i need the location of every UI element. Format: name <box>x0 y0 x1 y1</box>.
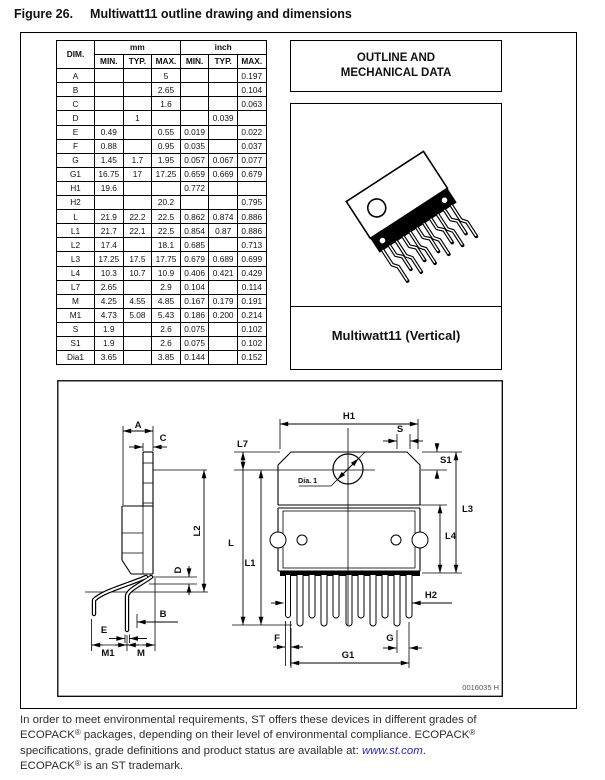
value-cell <box>123 322 152 336</box>
label-g: G <box>386 633 394 644</box>
label-dia1: Dia. 1 <box>298 476 318 485</box>
table-row <box>57 308 267 322</box>
value-cell: 10.9 <box>152 266 181 280</box>
value-cell: 5.43 <box>152 308 181 322</box>
value-cell: 17.4 <box>95 238 124 252</box>
label-g1: G1 <box>341 650 355 661</box>
value-cell: 0.179 <box>209 294 238 308</box>
table-row <box>57 210 267 224</box>
value-cell: 0.886 <box>237 224 266 238</box>
value-cell: 1.45 <box>95 153 124 167</box>
mm-max-header: MAX. <box>152 55 181 69</box>
value-cell: 0.421 <box>209 266 238 280</box>
label-h1: H1 <box>342 411 356 422</box>
value-cell: 0.713 <box>237 238 266 252</box>
package-panel <box>290 103 502 370</box>
table-header-row-units <box>57 41 267 55</box>
dim-cell: G1 <box>57 167 95 181</box>
value-cell: 0.035 <box>180 139 209 153</box>
label-b: B <box>159 609 167 620</box>
value-cell: 10.7 <box>123 266 152 280</box>
value-cell: 18.1 <box>152 238 181 252</box>
table-row <box>57 153 267 167</box>
value-cell: 2.65 <box>152 83 181 97</box>
dim-cell: L1 <box>57 224 95 238</box>
value-cell: 0.186 <box>180 308 209 322</box>
mm-typ-header: TYP. <box>123 55 152 69</box>
front-view <box>228 411 473 668</box>
value-cell: 0.191 <box>237 294 266 308</box>
side-view <box>85 420 208 659</box>
table-row <box>57 266 267 280</box>
value-cell <box>209 336 238 350</box>
label-s1: S1 <box>440 455 452 466</box>
dim-cell: M <box>57 294 95 308</box>
value-cell: 0.067 <box>209 153 238 167</box>
dim-cell: Dia1 <box>57 351 95 365</box>
value-cell <box>209 139 238 153</box>
value-cell: 0.886 <box>237 210 266 224</box>
value-cell <box>95 111 124 125</box>
value-cell: 1.6 <box>152 97 181 111</box>
table-row <box>57 125 267 139</box>
value-cell: 21.7 <box>95 224 124 238</box>
value-cell: 0.669 <box>209 167 238 181</box>
dim-cell: L2 <box>57 238 95 252</box>
value-cell <box>209 351 238 365</box>
value-cell: 2.9 <box>152 280 181 294</box>
value-cell: 0.88 <box>95 139 124 153</box>
value-cell: 0.699 <box>237 252 266 266</box>
value-cell: 0.429 <box>237 266 266 280</box>
label-d: D <box>173 566 184 574</box>
value-cell: 21.9 <box>95 210 124 224</box>
inch-min-header: MIN. <box>180 55 209 69</box>
figure-title <box>14 7 352 21</box>
value-cell <box>209 125 238 139</box>
footer-text: ® <box>74 727 81 737</box>
value-cell: 0.197 <box>237 69 266 83</box>
value-cell <box>180 111 209 125</box>
table-row <box>57 196 267 210</box>
table-row <box>57 83 267 97</box>
value-cell <box>209 83 238 97</box>
value-cell <box>123 351 152 365</box>
value-cell <box>123 181 152 195</box>
outline-title-line2: MECHANICAL DATA <box>340 67 452 79</box>
label-f: F <box>274 633 280 644</box>
value-cell: 0.87 <box>209 224 238 238</box>
inch-typ-header: TYP. <box>209 55 238 69</box>
value-cell: 0.49 <box>95 125 124 139</box>
value-cell: 0.114 <box>237 280 266 294</box>
inch-header-cell: inch <box>180 41 266 55</box>
value-cell: 0.057 <box>180 153 209 167</box>
dim-cell: F <box>57 139 95 153</box>
dim-cell: H1 <box>57 181 95 195</box>
dim-cell: M1 <box>57 308 95 322</box>
table-row <box>57 280 267 294</box>
dim-cell: L <box>57 210 95 224</box>
value-cell: 22.5 <box>152 224 181 238</box>
package-name: Multiwatt11 (Vertical) <box>331 328 461 343</box>
value-cell <box>95 196 124 210</box>
value-cell: 0.019 <box>180 125 209 139</box>
value-cell: 0.795 <box>237 196 266 210</box>
footer-line <box>20 759 585 774</box>
value-cell: 0.200 <box>209 308 238 322</box>
table-row <box>57 252 267 266</box>
value-cell <box>123 336 152 350</box>
value-cell: 0.95 <box>152 139 181 153</box>
value-cell: 22.5 <box>152 210 181 224</box>
value-cell: 22.1 <box>123 224 152 238</box>
value-cell: 1.95 <box>152 153 181 167</box>
table-row <box>57 294 267 308</box>
value-cell: 0.854 <box>180 224 209 238</box>
panel-divider <box>291 306 501 307</box>
body-hole-left <box>297 535 307 545</box>
value-cell <box>209 181 238 195</box>
value-cell: 0.55 <box>152 125 181 139</box>
value-cell: 17.25 <box>95 252 124 266</box>
value-cell: 0.022 <box>237 125 266 139</box>
value-cell: 4.85 <box>152 294 181 308</box>
value-cell <box>209 322 238 336</box>
value-cell: 0.037 <box>237 139 266 153</box>
value-cell <box>152 111 181 125</box>
footer-text: is an ST trademark. <box>80 760 184 773</box>
label-l3: L3 <box>462 504 474 515</box>
value-cell <box>123 125 152 139</box>
value-cell: 5 <box>152 69 181 83</box>
body-hole-right <box>391 535 401 545</box>
table-row <box>57 167 267 181</box>
figure-caption: Multiwatt11 outline drawing and dimensions <box>90 7 352 21</box>
table-row <box>57 336 267 350</box>
label-a: A <box>134 420 142 431</box>
package-3d-illustration <box>291 104 498 304</box>
dim-cell: E <box>57 125 95 139</box>
dim-header-cell: DIM. <box>57 41 95 69</box>
value-cell <box>209 69 238 83</box>
value-cell <box>209 97 238 111</box>
value-cell: 2.65 <box>95 280 124 294</box>
value-cell: 1.7 <box>123 153 152 167</box>
value-cell: 1 <box>123 111 152 125</box>
dim-cell: L3 <box>57 252 95 266</box>
value-cell <box>237 181 266 195</box>
footer-text: packages, depending on their level of environmental compliance. ECOPACK <box>80 729 470 742</box>
value-cell: 0.144 <box>180 351 209 365</box>
dim-cell: B <box>57 83 95 97</box>
value-cell: 0.102 <box>237 322 266 336</box>
footer-line <box>20 744 585 759</box>
value-cell <box>152 181 181 195</box>
value-cell: 0.063 <box>237 97 266 111</box>
value-cell: 19.6 <box>95 181 124 195</box>
value-cell: 4.73 <box>95 308 124 322</box>
footer-text: ECOPACK <box>20 729 75 742</box>
footer-text: specifications, grade definitions and product status are available at: <box>20 744 362 757</box>
dim-cell: S <box>57 322 95 336</box>
value-cell: 0.214 <box>237 308 266 322</box>
value-cell: 1.9 <box>95 336 124 350</box>
value-cell: 4.55 <box>123 294 152 308</box>
label-h2: H2 <box>424 590 438 601</box>
dim-cell: D <box>57 111 95 125</box>
value-cell <box>95 83 124 97</box>
mm-header-cell: mm <box>95 41 181 55</box>
value-cell <box>123 280 152 294</box>
value-cell: 2.6 <box>152 322 181 336</box>
value-cell: 0.406 <box>180 266 209 280</box>
dim-cell: G <box>57 153 95 167</box>
label-l4: L4 <box>445 531 457 542</box>
value-cell: 22.2 <box>123 210 152 224</box>
table-row <box>57 322 267 336</box>
table-row <box>57 224 267 238</box>
value-cell <box>209 196 238 210</box>
dim-cell: L4 <box>57 266 95 280</box>
value-cell: 16.75 <box>95 167 124 181</box>
table-row <box>57 238 267 252</box>
value-cell: 0.039 <box>209 111 238 125</box>
value-cell <box>123 69 152 83</box>
value-cell <box>123 238 152 252</box>
value-cell <box>180 97 209 111</box>
value-cell: 0.102 <box>237 336 266 350</box>
value-cell: 3.85 <box>152 351 181 365</box>
value-cell <box>123 196 152 210</box>
footer-text: In order to meet environmental requirements, ST offers these devices in different grades of <box>20 714 477 726</box>
dim-cell: A <box>57 69 95 83</box>
value-cell: 0.075 <box>180 336 209 350</box>
footer-line <box>20 728 585 743</box>
value-cell: 17.75 <box>152 252 181 266</box>
value-cell: 0.152 <box>237 351 266 365</box>
outline-drawing-svg <box>57 380 503 697</box>
outline-mechanical-data-box <box>290 40 502 92</box>
value-cell <box>123 97 152 111</box>
value-cell <box>95 97 124 111</box>
footer-line <box>20 713 585 728</box>
value-cell <box>180 83 209 97</box>
drawing-code: 0016035 H <box>462 683 499 692</box>
table-row <box>57 181 267 195</box>
table-row <box>57 351 267 365</box>
ecopack-paragraph <box>20 713 585 775</box>
footer-text: ECOPACK <box>20 760 75 773</box>
table-row <box>57 111 267 125</box>
label-l: L <box>228 538 234 549</box>
value-cell: 0.077 <box>237 153 266 167</box>
dim-cell: L7 <box>57 280 95 294</box>
st-com-link[interactable]: www.st.com <box>361 744 423 757</box>
value-cell: 0.104 <box>237 83 266 97</box>
value-cell: 0.075 <box>180 322 209 336</box>
value-cell <box>123 83 152 97</box>
table-row <box>57 139 267 153</box>
value-cell: 0.685 <box>180 238 209 252</box>
value-cell: 4.25 <box>95 294 124 308</box>
label-l1: L1 <box>244 558 256 569</box>
label-s: S <box>396 424 404 435</box>
footer-text: ® <box>469 727 476 737</box>
label-m1: M1 <box>101 648 115 659</box>
value-cell <box>209 238 238 252</box>
value-cell <box>95 69 124 83</box>
label-l2: L2 <box>192 525 203 537</box>
table-row <box>57 69 267 83</box>
value-cell: 0.679 <box>180 252 209 266</box>
value-cell: 0.772 <box>180 181 209 195</box>
front-view-pins <box>286 575 413 626</box>
inch-max-header: MAX. <box>237 55 266 69</box>
value-cell: 0.689 <box>209 252 238 266</box>
value-cell: 17.5 <box>123 252 152 266</box>
value-cell: 1.9 <box>95 322 124 336</box>
value-cell: 0.167 <box>180 294 209 308</box>
value-cell: 0.679 <box>237 167 266 181</box>
value-cell: 17.25 <box>152 167 181 181</box>
dim-cell: S1 <box>57 336 95 350</box>
dim-cell: C <box>57 97 95 111</box>
value-cell: 0.104 <box>180 280 209 294</box>
value-cell: 0.862 <box>180 210 209 224</box>
value-cell <box>180 196 209 210</box>
value-cell <box>209 280 238 294</box>
value-cell <box>180 69 209 83</box>
footer-text: ® <box>74 758 81 768</box>
value-cell: 2.6 <box>152 336 181 350</box>
label-m: M <box>137 648 145 659</box>
dimension-table <box>56 40 267 365</box>
label-l7: L7 <box>237 439 249 450</box>
value-cell <box>237 111 266 125</box>
outline-title-line1: OUTLINE AND <box>356 52 436 65</box>
label-c: C <box>159 433 167 444</box>
mm-min-header: MIN. <box>95 55 124 69</box>
value-cell: 0.659 <box>180 167 209 181</box>
label-e: E <box>100 625 108 636</box>
value-cell: 3.65 <box>95 351 124 365</box>
footer-text: . <box>422 744 426 757</box>
table-row <box>57 97 267 111</box>
value-cell <box>123 139 152 153</box>
value-cell: 17 <box>123 167 152 181</box>
figure-label: Figure 26. <box>14 7 74 21</box>
value-cell: 20.2 <box>152 196 181 210</box>
value-cell: 0.874 <box>209 210 238 224</box>
value-cell: 10.3 <box>95 266 124 280</box>
value-cell: 5.08 <box>123 308 152 322</box>
dim-cell: H2 <box>57 196 95 210</box>
